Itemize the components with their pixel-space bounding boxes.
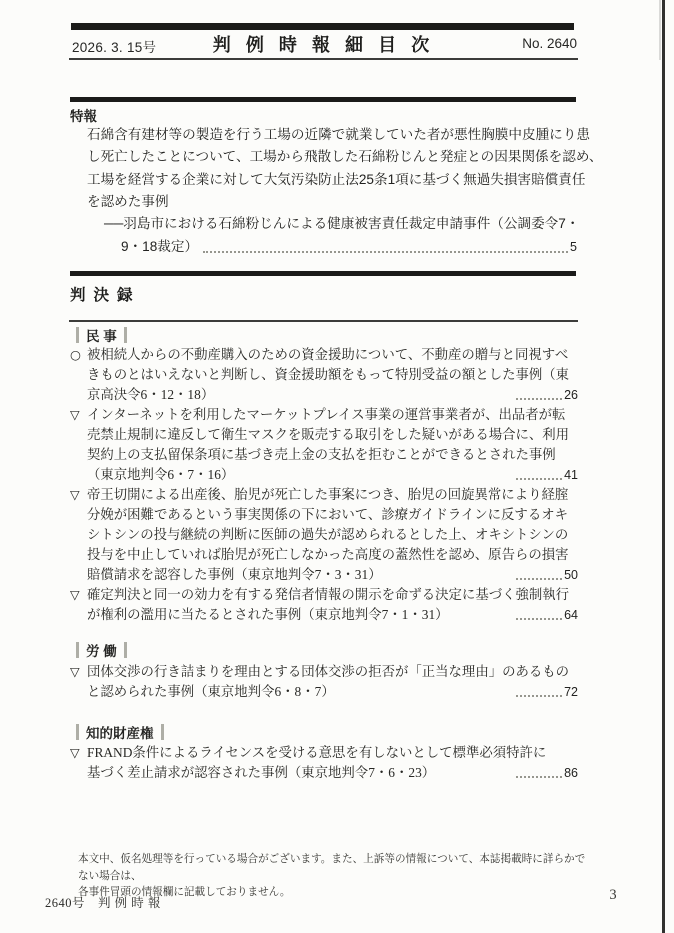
judgments-heading: 判 決 録	[70, 287, 135, 304]
footer-issue-label: 2640号 判 例 時 報	[45, 896, 161, 910]
special-report-body	[87, 124, 603, 214]
case-reference-text: 9・18裁定）	[121, 239, 199, 254]
toc-line-text: （東京地判令6・7・16）	[87, 467, 235, 482]
special-report-line: を認めた事例	[87, 194, 169, 210]
issue-date: 2026. 3. 15号	[72, 40, 157, 55]
special-report-line: 工場を経営する企業に対して大気汚染防止法25条1項に基づく無過失損害賠償責任	[87, 171, 586, 187]
toc-line-text: 被相続人からの不動産購入のための資金援助について、不動産の贈与と同視すべ	[87, 347, 569, 362]
toc-page-number: 5	[570, 240, 577, 254]
entry-marker-icon: ▽	[70, 407, 80, 422]
toc-line-text: と認められた事例（東京地判令6・8・7）	[87, 684, 335, 699]
toc-line-text: 売禁止規制に違反して衛生マスクを販売する取引をした疑いがある場合に、利用	[87, 427, 570, 442]
toc-line-text: 投与を中止していれば胎児が死亡しなかった高度の蓋然性を認め、原告らの損害	[87, 547, 569, 562]
toc-line-text: インターネットを利用したマーケットプレイス事業の運営事業者が、出品者が転	[87, 407, 566, 422]
special-report-top-bar	[70, 97, 576, 102]
toc-line	[70, 425, 578, 445]
toc-line	[70, 682, 578, 702]
toc-line-text: シトシンの投与継続の判断に医師の過失が認められるとした上、オキシトシンの	[87, 527, 569, 542]
judgments-top-bar	[70, 271, 576, 276]
scan-edge-shadow	[659, 0, 661, 60]
section-label-labor: 労 働	[76, 640, 127, 660]
toc-line-text: 契約上の支払留保条項に基づき売上金の支払を拒むことができるとされた事例	[87, 447, 556, 462]
scan-page-edge-line	[662, 0, 665, 933]
dot-leader	[516, 695, 562, 697]
entry-marker-icon: ▽	[70, 487, 80, 502]
toc-line-text: 基づく差止請求が認容された事例（東京地判令7・6・23）	[87, 765, 436, 780]
toc-page-number: 41	[564, 468, 578, 482]
toc-page-number: 50	[564, 568, 578, 582]
section-label-civil: 民 事	[76, 325, 127, 345]
case-reference-line: ──羽島市における石綿粉じんによる健康被害責任裁定申請事件（公調委令7・	[104, 216, 580, 231]
header-underline	[69, 58, 578, 60]
toc-line	[70, 662, 578, 682]
entry-marker-icon: ▽	[70, 587, 80, 602]
special-report-heading: 特報	[70, 109, 97, 124]
dot-leader	[516, 618, 562, 620]
toc-entry	[70, 662, 578, 702]
toc-line	[70, 763, 578, 783]
toc-entry	[70, 345, 578, 405]
toc-entry	[70, 743, 578, 783]
toc-line	[70, 385, 578, 405]
dot-leader	[516, 578, 562, 580]
toc-line	[70, 743, 578, 763]
footer-note-line: 各事件冒頭の情報欄に記載しておりません。	[78, 887, 291, 898]
entry-marker-icon: ▽	[70, 664, 80, 679]
toc-line-text: 分娩が困難であるという事実関係の下において、診療ガイドラインに反するオキ	[87, 507, 568, 522]
entry-marker-icon: ○	[70, 347, 81, 362]
section-label-ip: 知的財産権	[76, 722, 164, 742]
toc-line	[70, 585, 578, 605]
entry-marker-icon: ▽	[70, 745, 80, 760]
toc-page-number: 86	[564, 766, 578, 780]
toc-line	[70, 485, 578, 505]
header-top-bar	[71, 23, 574, 30]
issue-number: No. 2640	[522, 36, 577, 51]
toc-line-text: 京高決令6・12・18）	[87, 387, 215, 402]
toc-entry	[70, 585, 578, 625]
toc-line	[70, 545, 578, 565]
case-reference-row	[121, 236, 577, 258]
toc-line	[70, 505, 578, 525]
civil-entries	[70, 345, 578, 625]
toc-entry	[70, 405, 578, 485]
toc-line	[70, 365, 578, 385]
footer-note-line: 本文中、仮名処理等を行っている場合がございます。また、上訴等の情報について、本誌掲載時に詳らかでない場合は、	[78, 854, 586, 882]
toc-line	[70, 445, 578, 465]
page-title: 判 例 時 報 細 目 次	[212, 35, 435, 55]
toc-line-text: 賠償請求を認容した事例（東京地判令7・3・31）	[87, 567, 382, 582]
toc-line-text: きものとはいえないと判断し、資金援助額をもって特別受益の額とした事例（東	[87, 367, 570, 382]
toc-line	[70, 465, 578, 485]
toc-page-number: 26	[564, 388, 578, 402]
toc-line	[70, 525, 578, 545]
toc-page-number: 64	[564, 608, 578, 622]
toc-page-number: 72	[564, 685, 578, 699]
toc-line	[70, 605, 578, 625]
toc-line-text: 団体交渉の行き詰まりを理由とする団体交渉の拒否が「正当な理由」のあるもの	[87, 664, 570, 679]
toc-line-text: FRAND条件によるライセンスを受ける意思を有しないとして標準必須特許に	[87, 745, 547, 760]
dot-leader	[203, 251, 568, 253]
labor-entries	[70, 662, 578, 702]
toc-line	[70, 405, 578, 425]
toc-line-text: が権利の濫用に当たるとされた事例（東京地判令7・1・31）	[87, 607, 449, 622]
dot-leader	[516, 776, 562, 778]
ip-entries	[70, 743, 578, 783]
toc-entry	[70, 485, 578, 585]
special-report-line: 石綿含有建材等の製造を行う工場の近隣で就業していた者が悪性胸膜中皮腫にり患	[87, 127, 590, 142]
toc-line	[70, 565, 578, 585]
toc-line-text: 帝王切開による出産後、胎児が死亡した事案につき、胎児の回旋異常により経腟	[87, 487, 569, 502]
toc-line-text: 確定判決と同一の効力を有する発信者情報の開示を命ずる決定に基づく強制執行	[87, 587, 570, 602]
page-number: 3	[609, 887, 617, 903]
special-report-line: し死亡したことについて、工場から飛散した石綿粉じんと発症との因果関係を認め、	[87, 149, 603, 165]
dot-leader	[516, 398, 562, 400]
civil-section-rule	[69, 320, 578, 322]
dot-leader	[516, 478, 562, 480]
toc-line	[70, 345, 578, 365]
